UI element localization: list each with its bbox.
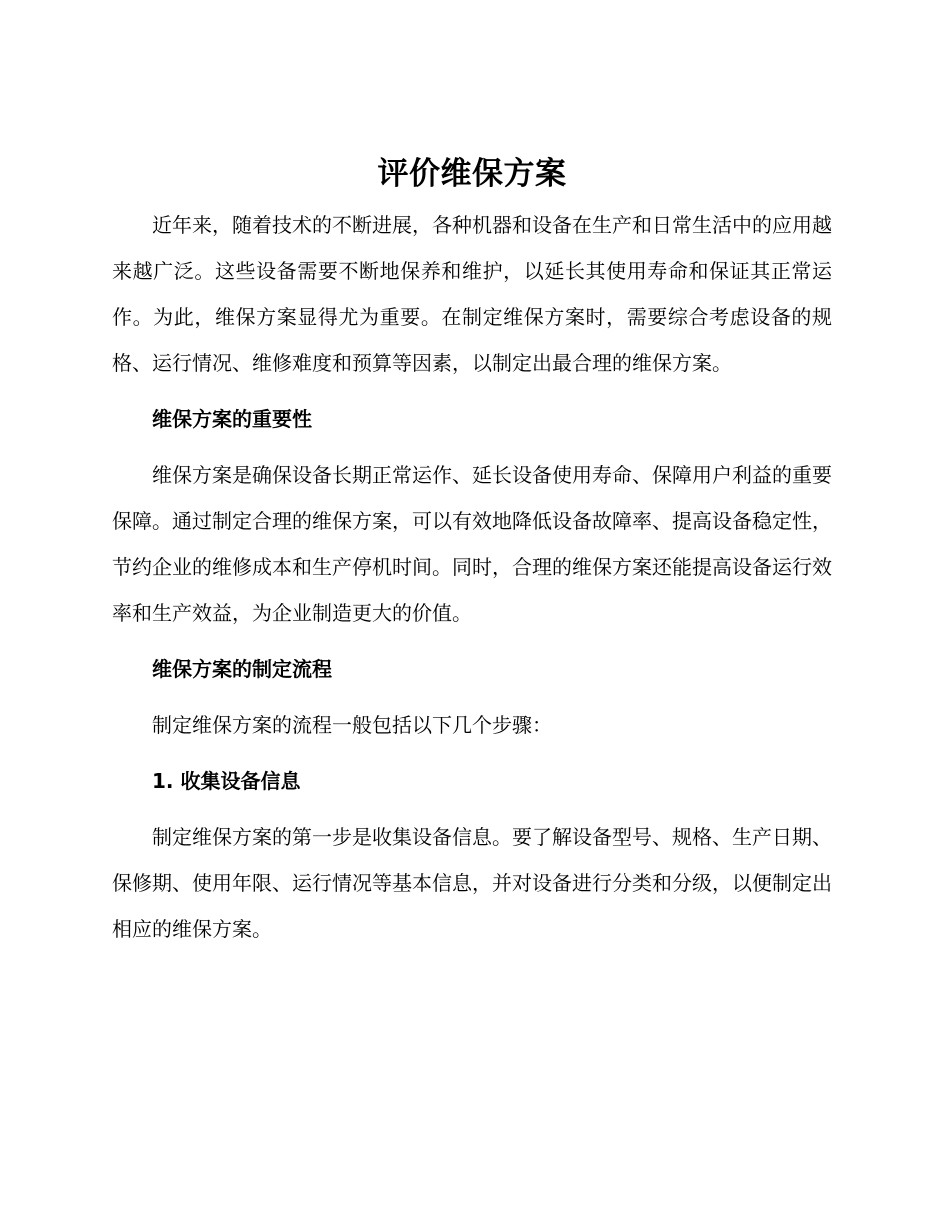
- section-paragraph-importance: 维保方案是确保设备长期正常运作、延长设备使用寿命、保障用户利益的重要保障。通过制定合理的维保方案，可以有效地降低设备故障率、提高设备稳定性，节约企业的维修成本和生产停机时间。同时，合理的维保方案还能提高设备运行效率和生产效益，为企业制造更大的价值。: [112, 463, 832, 625]
- document-title: 评价维保方案: [377, 156, 567, 192]
- document-page: [112, 150, 832, 952]
- section-heading-step-1: 1. 收集设备信息: [152, 769, 301, 793]
- intro-paragraph: 近年来，随着技术的不断进展，各种机器和设备在生产和日常生活中的应用越来越广泛。这些设备需要不断地保养和维护，以延长其使用寿命和保证其正常运作。为此，维保方案显得尤为重要。在制定维保方案时，需要综合考虑设备的规格、运行情况、维修难度和预算等因素，以制定出最合理的维保方案。: [112, 213, 832, 375]
- section-heading-process: 维保方案的制定流程: [152, 657, 332, 681]
- section-paragraph-process: 制定维保方案的流程一般包括以下几个步骤：: [152, 713, 552, 737]
- section-paragraph-step-1: 制定维保方案的第一步是收集设备信息。要了解设备型号、规格、生产日期、保修期、使用年限、运行情况等基本信息，并对设备进行分类和分级，以便制定出相应的维保方案。: [112, 825, 832, 941]
- section-heading-importance: 维保方案的重要性: [152, 407, 312, 431]
